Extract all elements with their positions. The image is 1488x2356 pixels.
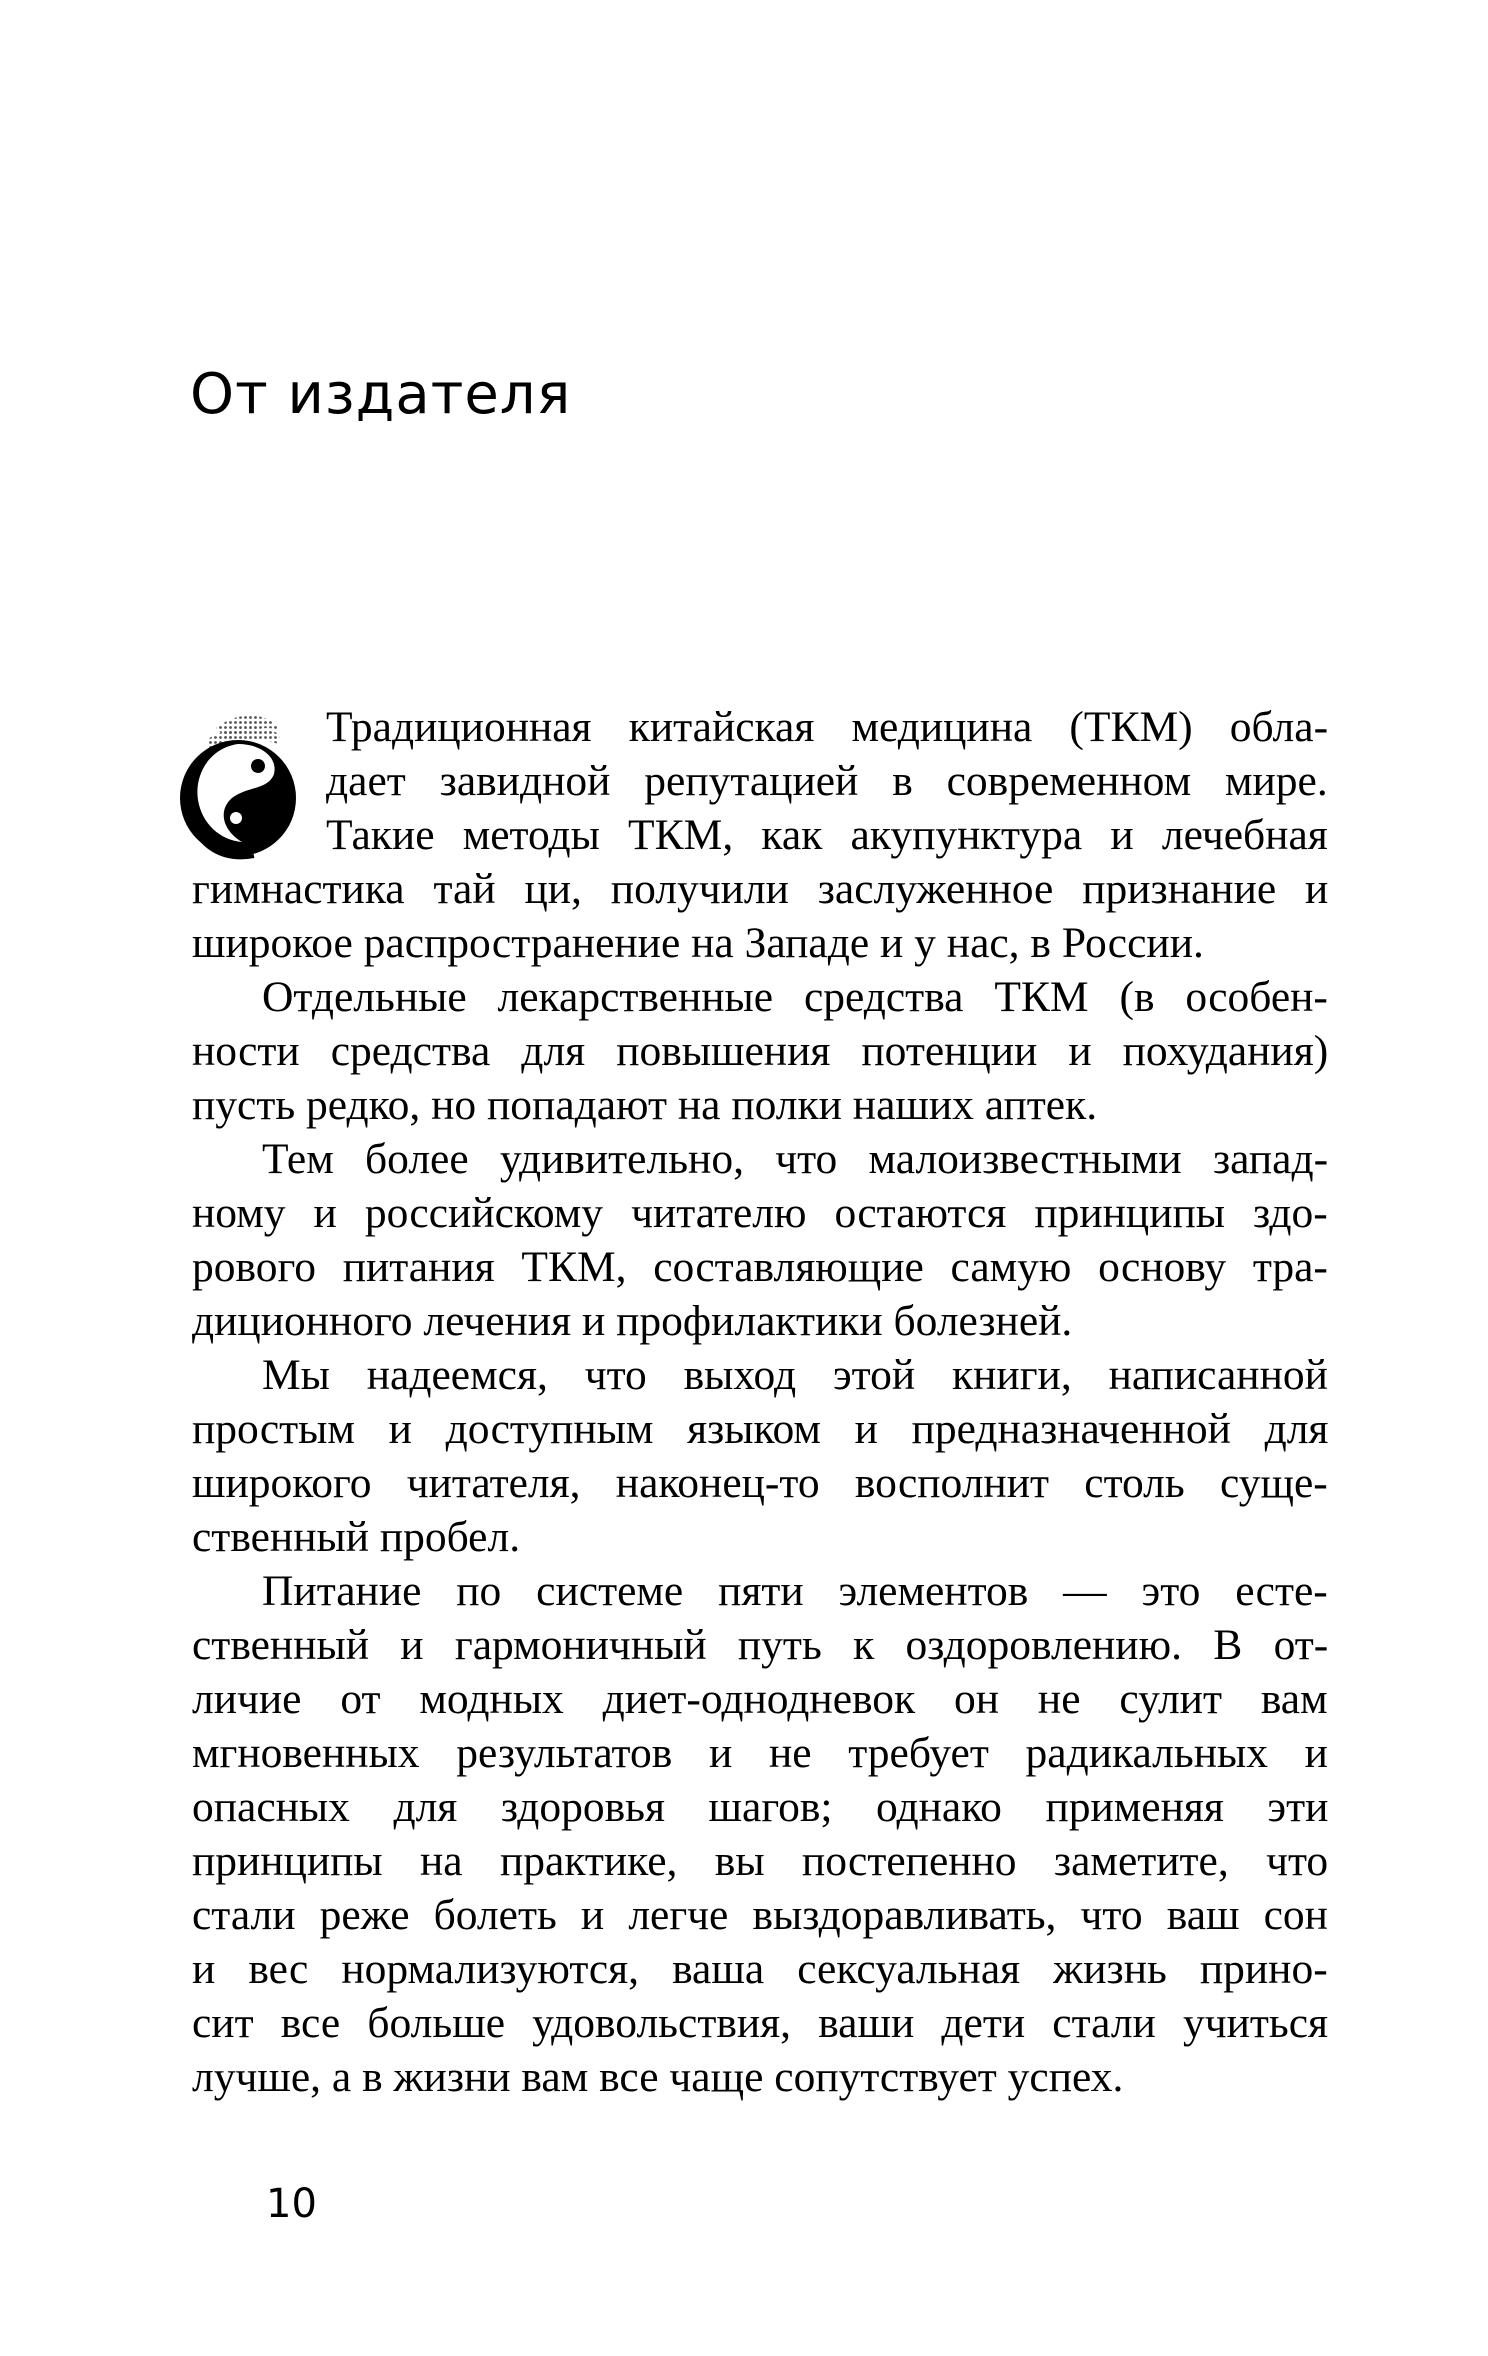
text-line: ственный пробел.	[192, 1513, 521, 1561]
text-line: опасных для здоровья шагов; однако применяя эти	[192, 1783, 1329, 1831]
text-line: Питание по системе пяти элементов — это есте-	[262, 1567, 1328, 1615]
text-line: ности средства для повышения потенции и похудания)	[192, 1027, 1329, 1075]
text-line: рового питания ТКМ, составляющие самую основу тра-	[192, 1243, 1328, 1291]
text-line: Отдельные лекарственные средства ТКМ (в особен-	[262, 973, 1328, 1021]
text-line: ственный и гармоничный путь к оздоровлению. В от-	[192, 1621, 1329, 1669]
text-line: Традиционная китайская медицина (ТКМ) обла-	[326, 703, 1329, 751]
paragraph	[192, 970, 1328, 1132]
body-text	[192, 700, 1328, 2104]
text-line: лучше, а в жизни вам все чаще сопутствует успех.	[192, 2053, 1124, 2101]
text-line: Тем более удивительно, что малоизвестными запад-	[262, 1135, 1329, 1183]
text-line: ному и российскому читателю остаются принципы здо-	[192, 1189, 1328, 1237]
page-number: 10	[266, 2181, 317, 2227]
text-line: мгновенных результатов и не требует радикальных и	[192, 1729, 1328, 1777]
text-line: пусть редко, но попадают на полки наших аптек.	[192, 1081, 1098, 1129]
text-line: личие от модных диет-однодневок он не сулит вам	[192, 1675, 1328, 1723]
text-line: принципы на практике, вы постепенно заметите, что	[192, 1837, 1329, 1885]
page-title: От издателя	[190, 362, 572, 427]
text-line: стали реже болеть и легче выздоравливать, что ваш сон	[192, 1891, 1328, 1939]
text-line: диционного лечения и профилактики болезней.	[192, 1297, 1073, 1345]
paragraph	[192, 1564, 1328, 2104]
paragraph	[192, 1348, 1328, 1564]
text-line: простым и доступным языком и предназначенной для	[192, 1405, 1329, 1453]
text-line: гимнастика тай ци, получили заслуженное признание и	[192, 865, 1329, 913]
text-line: Мы надеемся, что выход этой книги, написанной	[262, 1351, 1328, 1399]
text-line: и вес нормализуются, ваша сексуальная жизнь прино-	[192, 1945, 1328, 1993]
paragraph	[192, 700, 1328, 970]
text-line: Такие методы ТКМ, как акупунктура и лечебная	[326, 811, 1328, 859]
text-line: сит все больше удовольствия, ваши дети стали учиться	[192, 1999, 1329, 2047]
paragraph	[192, 1132, 1328, 1348]
text-line: широкого читателя, наконец-то восполнит столь суще-	[192, 1459, 1328, 1507]
text-line: дает завидной репутацией в современном мире.	[326, 757, 1328, 805]
text-line: широкое распространение на Западе и у нас, в России.	[192, 919, 1204, 967]
